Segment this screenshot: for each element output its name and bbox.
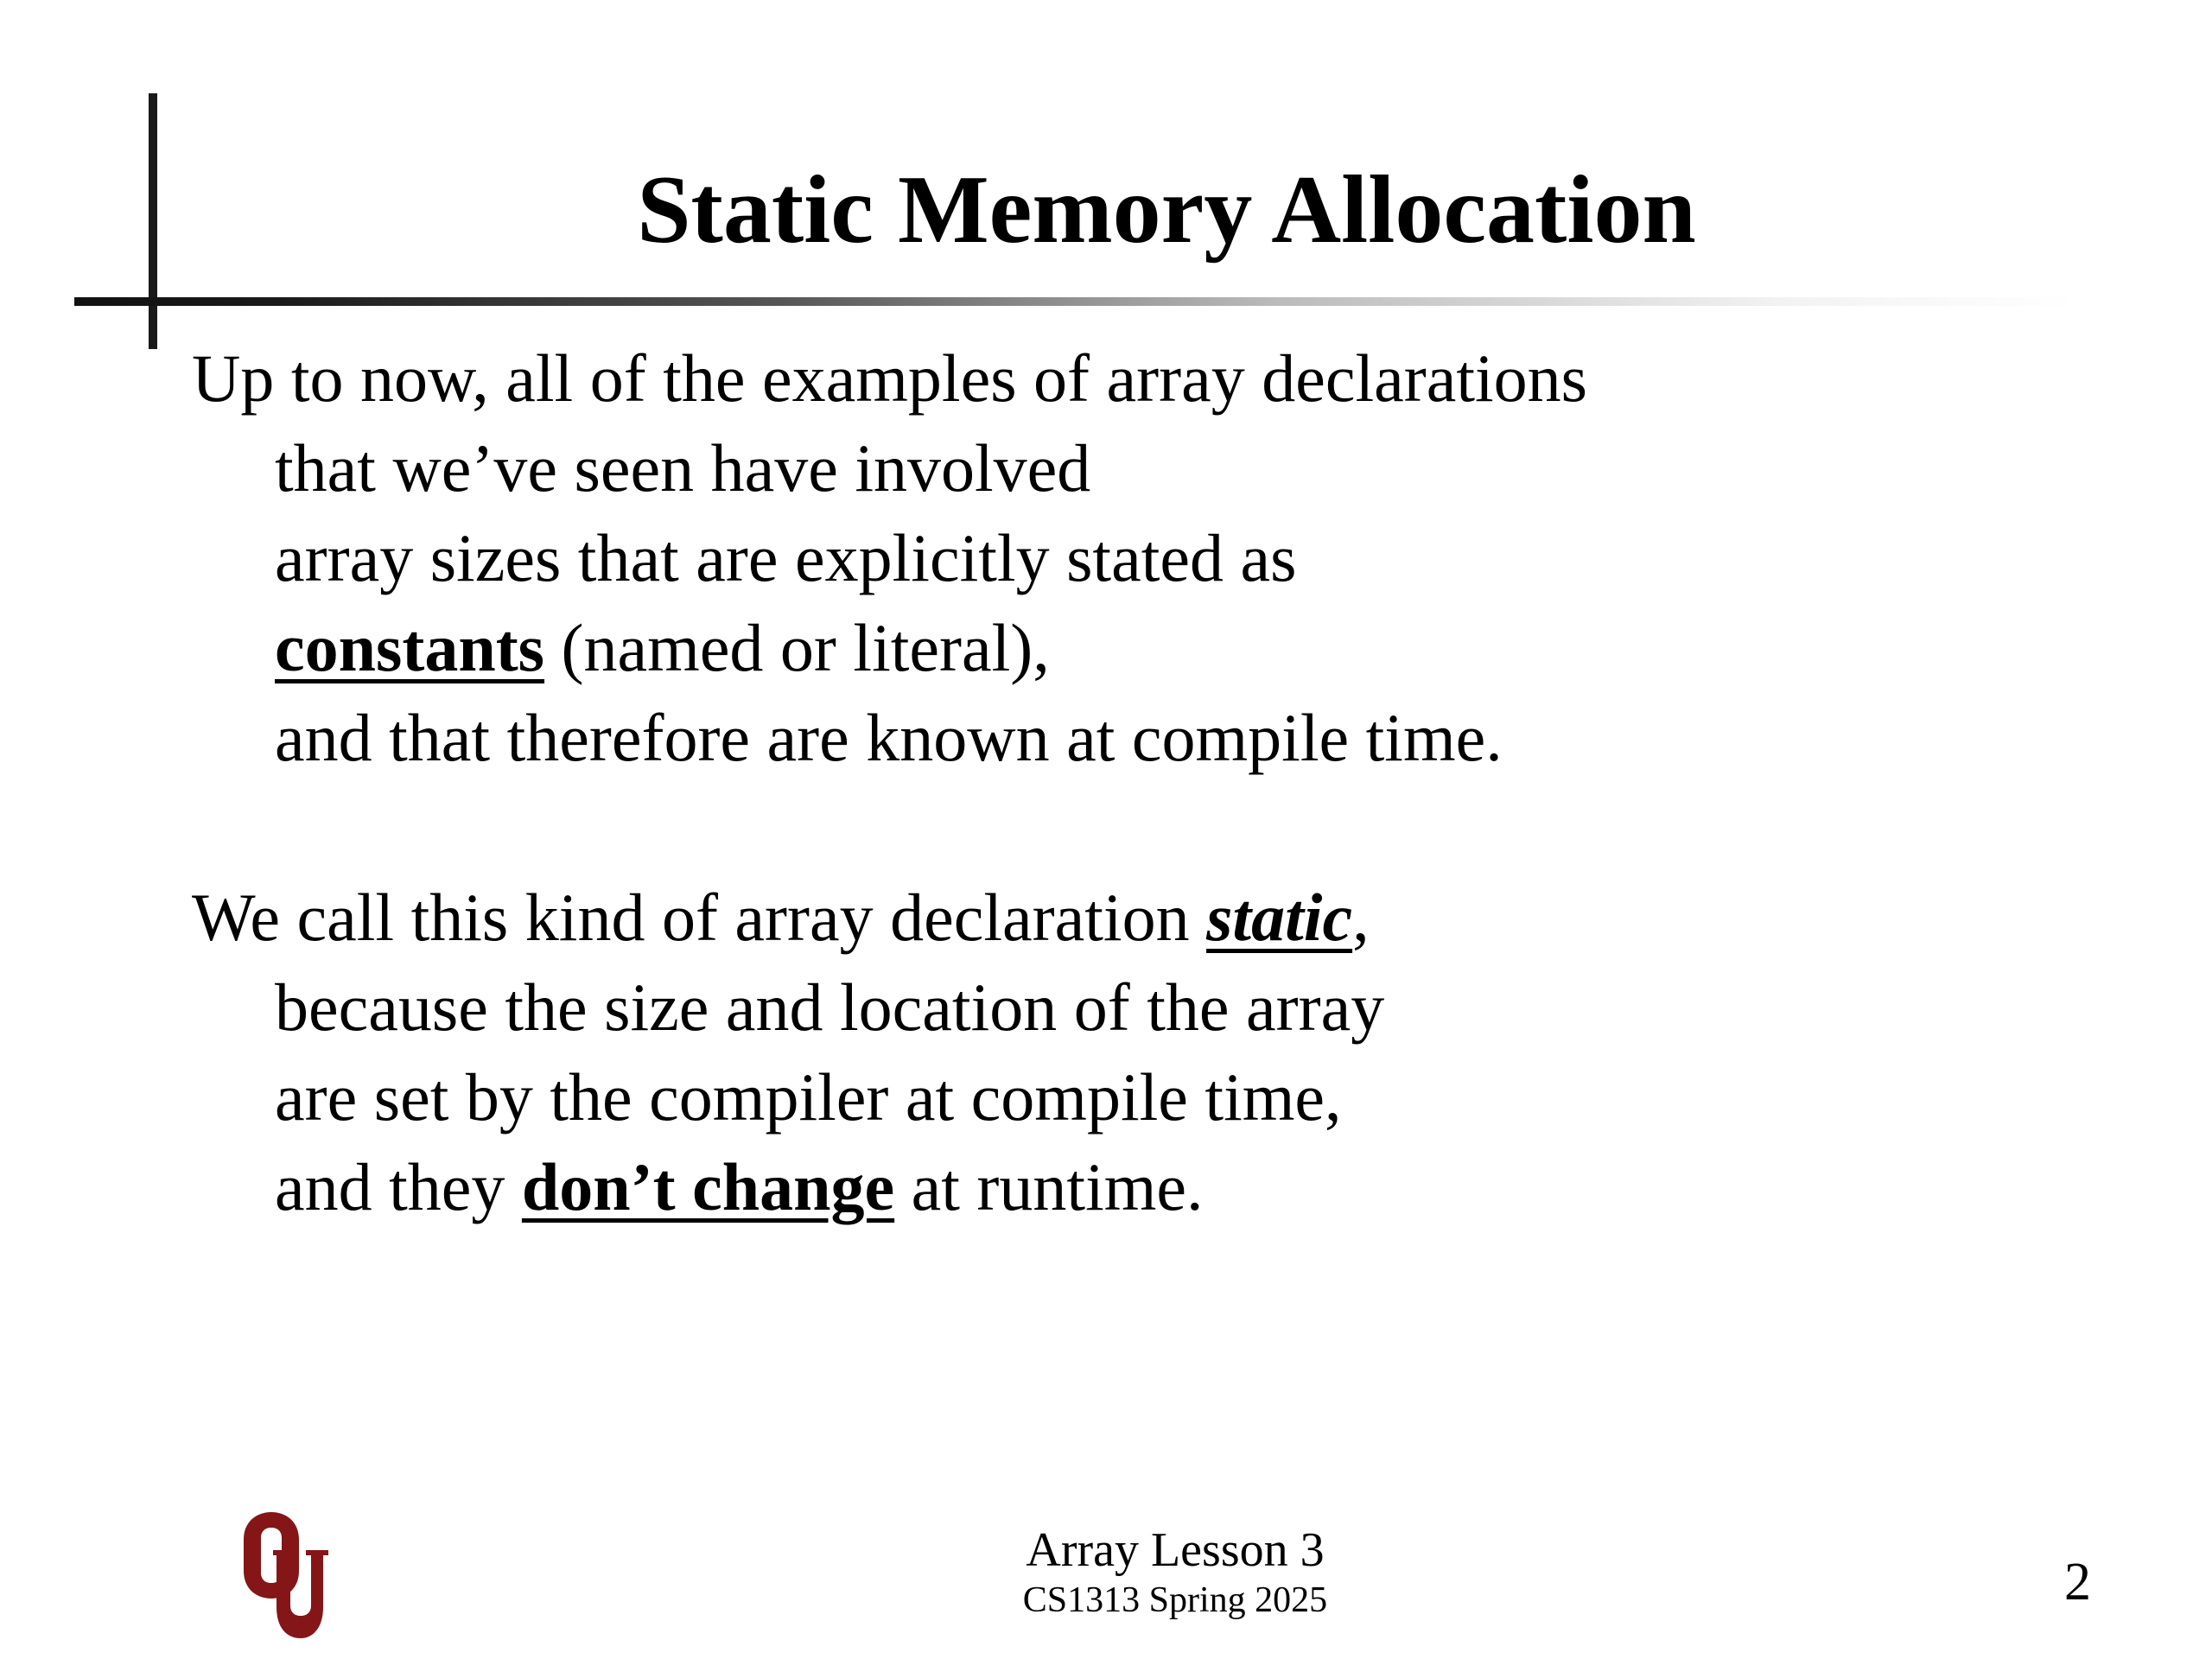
text-line: array sizes that are explicitly stated as bbox=[275, 520, 1297, 595]
text-line: Up to now, all of the examples of array declarations bbox=[192, 340, 1588, 416]
text-fragment: at runtime. bbox=[894, 1149, 1204, 1224]
slide-body bbox=[192, 334, 2093, 1232]
emphasis-constants: constants bbox=[275, 610, 545, 685]
text-line: because the size and location of the array bbox=[275, 969, 1385, 1045]
footer-course-name: CS1313 Spring 2025 bbox=[1022, 1580, 1328, 1620]
text-line: are set by the compiler at compile time, bbox=[275, 1059, 1342, 1135]
text-line bbox=[192, 873, 2093, 963]
text-line bbox=[192, 1142, 2093, 1232]
text-fragment: (named or literal), bbox=[544, 610, 1050, 685]
footer-lesson-title: Array Lesson 3 bbox=[1026, 1523, 1325, 1577]
text-line: and that therefore are known at compile time. bbox=[275, 700, 1503, 775]
page-number: 2 bbox=[2064, 1553, 2091, 1611]
text-fragment: and they bbox=[275, 1149, 522, 1224]
text-fragment: We call this kind of array declaration bbox=[192, 880, 1207, 955]
text-fragment: , bbox=[1352, 880, 1370, 955]
ou-logo-icon bbox=[238, 1510, 342, 1640]
title-underline-rule bbox=[74, 297, 2079, 306]
paragraph-array-constants bbox=[192, 334, 2093, 783]
slide-title: Static Memory Allocation bbox=[637, 156, 1696, 264]
footer-lesson-info bbox=[864, 1522, 1486, 1623]
emphasis-static: static bbox=[1206, 880, 1353, 955]
ou-logo-icon bbox=[238, 1510, 342, 1640]
emphasis-dont-change: don’t change bbox=[521, 1149, 895, 1224]
paragraph-static-definition bbox=[192, 873, 2093, 1232]
text-line bbox=[192, 603, 2093, 693]
text-line: that we’ve seen have involved bbox=[275, 430, 1091, 505]
